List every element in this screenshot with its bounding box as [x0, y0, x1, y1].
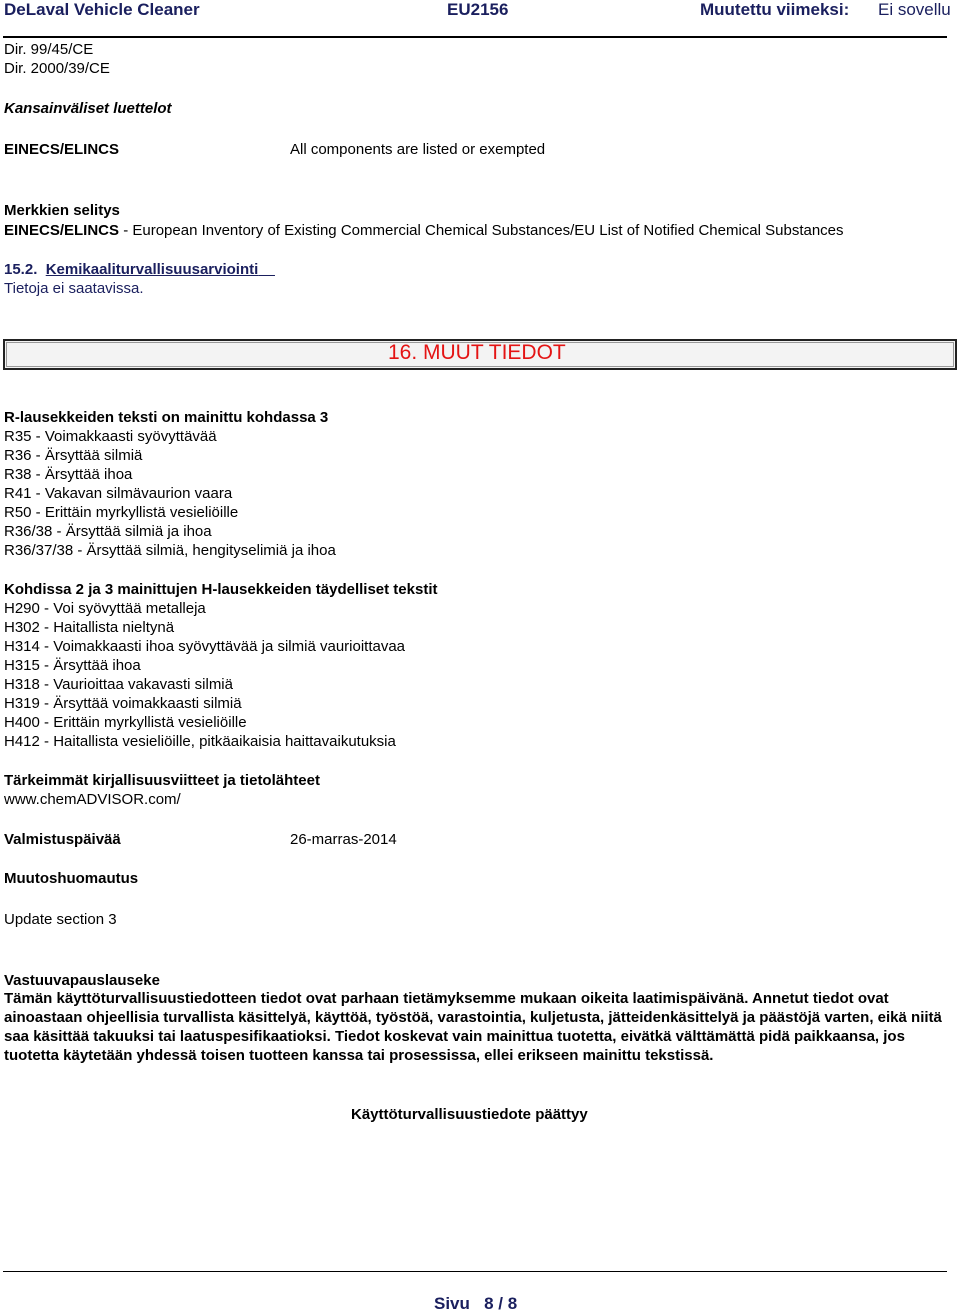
h-statements-heading: Kohdissa 2 ja 3 mainittujen H-lausekkeiden täydelliset tekstit: [4, 581, 438, 598]
r-phrase-item: R41 - Vakavan silmävaurion vaara: [4, 485, 233, 502]
disclaimer-heading: Vastuuvapauslauseke: [4, 972, 160, 989]
section-16-title: 16. MUUT TIEDOT: [388, 341, 566, 364]
page-label: Sivu: [434, 1294, 470, 1313]
legend-rest: - European Inventory of Existing Commercial Chemical Substances/EU List of Notified Chemical Substances: [119, 222, 844, 239]
modified-value: Ei sovellu: [878, 0, 951, 19]
h-statement-item: H319 - Ärsyttää voimakkaasti silmiä: [4, 695, 242, 712]
inventory-label: EINECS/ELINCS: [4, 141, 120, 158]
r-phrases-heading: R-lausekkeiden teksti on mainittu kohdassa 3: [4, 409, 329, 426]
h-statement-item: H314 - Voimakkaasti ihoa syövyttävää ja silmiä vaurioittavaa: [4, 638, 406, 655]
references-heading: Tärkeimmät kirjallisuusviitteet ja tietolähteet: [4, 772, 320, 789]
page-indicator: [434, 1294, 517, 1314]
references-source: www.chemADVISOR.com/: [4, 791, 181, 808]
legend-heading: Merkkien selitys: [4, 202, 120, 219]
section-15-2-number: 15.2.: [4, 261, 38, 278]
h-statement-item: H315 - Ärsyttää ihoa: [4, 657, 141, 674]
preparation-label: Valmistuspäivää: [4, 831, 121, 848]
preparation-value: 26-marras-2014: [290, 831, 397, 848]
h-statement-item: H290 - Voi syövyttää metalleja: [4, 600, 206, 617]
r-phrase-item: R35 - Voimakkaasti syövyttävää: [4, 428, 217, 445]
r-phrase-item: R36 - Ärsyttää silmiä: [4, 447, 143, 464]
legend-text: [4, 221, 844, 240]
section-15-2-text: Tietoja ei saatavissa.: [4, 280, 144, 297]
section-15-2-heading: [4, 260, 275, 279]
disclaimer-text: Tämän käyttöturvallisuustiedotteen tiedot ovat parhaan tietämyksemme mukaan oikeita laatimispäivänä. Annetut tiedot ovat ainoastaan ohjeellisia turvallista käsittelyä, käyttöä, työstöä, varastointia, kuljetusta, jätteidenkäsittelyä ja päästöjä varten, eikä niitä saa käsittää takuuksi tai laatuspesifikaatioksi. Tiedot koskevat vain mainittua tuotetta, eivätkä välttämättä pidä paikkaansa, jos tuotetta käytetään yhdessä toisen tuotteen kanssa tai prosessissa, ellei erikseen mainittu tekstissä.: [4, 990, 942, 1064]
revision-label: Muutoshuomautus: [4, 870, 139, 887]
footer-rule: [3, 1271, 947, 1272]
h-statement-item: H302 - Haitallista nieltynä: [4, 619, 175, 636]
h-statement-item: H400 - Erittäin myrkyllistä vesieliöille: [4, 714, 247, 731]
directive-2: Dir. 2000/39/CE: [4, 60, 110, 77]
r-phrase-item: R36/38 - Ärsyttää silmiä ja ihoa: [4, 523, 212, 540]
directive-1: Dir. 99/45/CE: [4, 41, 94, 58]
product-name: DeLaval Vehicle Cleaner: [4, 0, 200, 19]
r-phrase-item: R50 - Erittäin myrkyllistä vesieliöille: [4, 504, 239, 521]
legend-abbrev-prefix: EINECS/ELINCS: [4, 222, 120, 239]
modified-label: Muutettu viimeksi:: [700, 0, 850, 19]
section-15-2-title: Kemikaaliturvallisuusarviointi: [45, 261, 259, 278]
page-number: 8 / 8: [484, 1294, 518, 1313]
h-statement-item: H318 - Vaurioittaa vakavasti silmiä: [4, 676, 233, 693]
inventory-value: All components are listed or exempted: [290, 141, 546, 158]
r-phrase-item: R36/37/38 - Ärsyttää silmiä, hengityselimiä ja ihoa: [4, 542, 336, 559]
header-rule: [3, 36, 947, 38]
product-code: EU2156: [447, 0, 509, 19]
inventories-heading: Kansainväliset luettelot: [4, 100, 172, 117]
h-statement-item: H412 - Haitallista vesieliöille, pitkäaikaisia haittavaikutuksia: [4, 733, 396, 750]
end-text: Käyttöturvallisuustiedote päättyy: [351, 1106, 588, 1123]
revision-value: Update section 3: [4, 911, 117, 928]
r-phrase-item: R38 - Ärsyttää ihoa: [4, 466, 133, 483]
